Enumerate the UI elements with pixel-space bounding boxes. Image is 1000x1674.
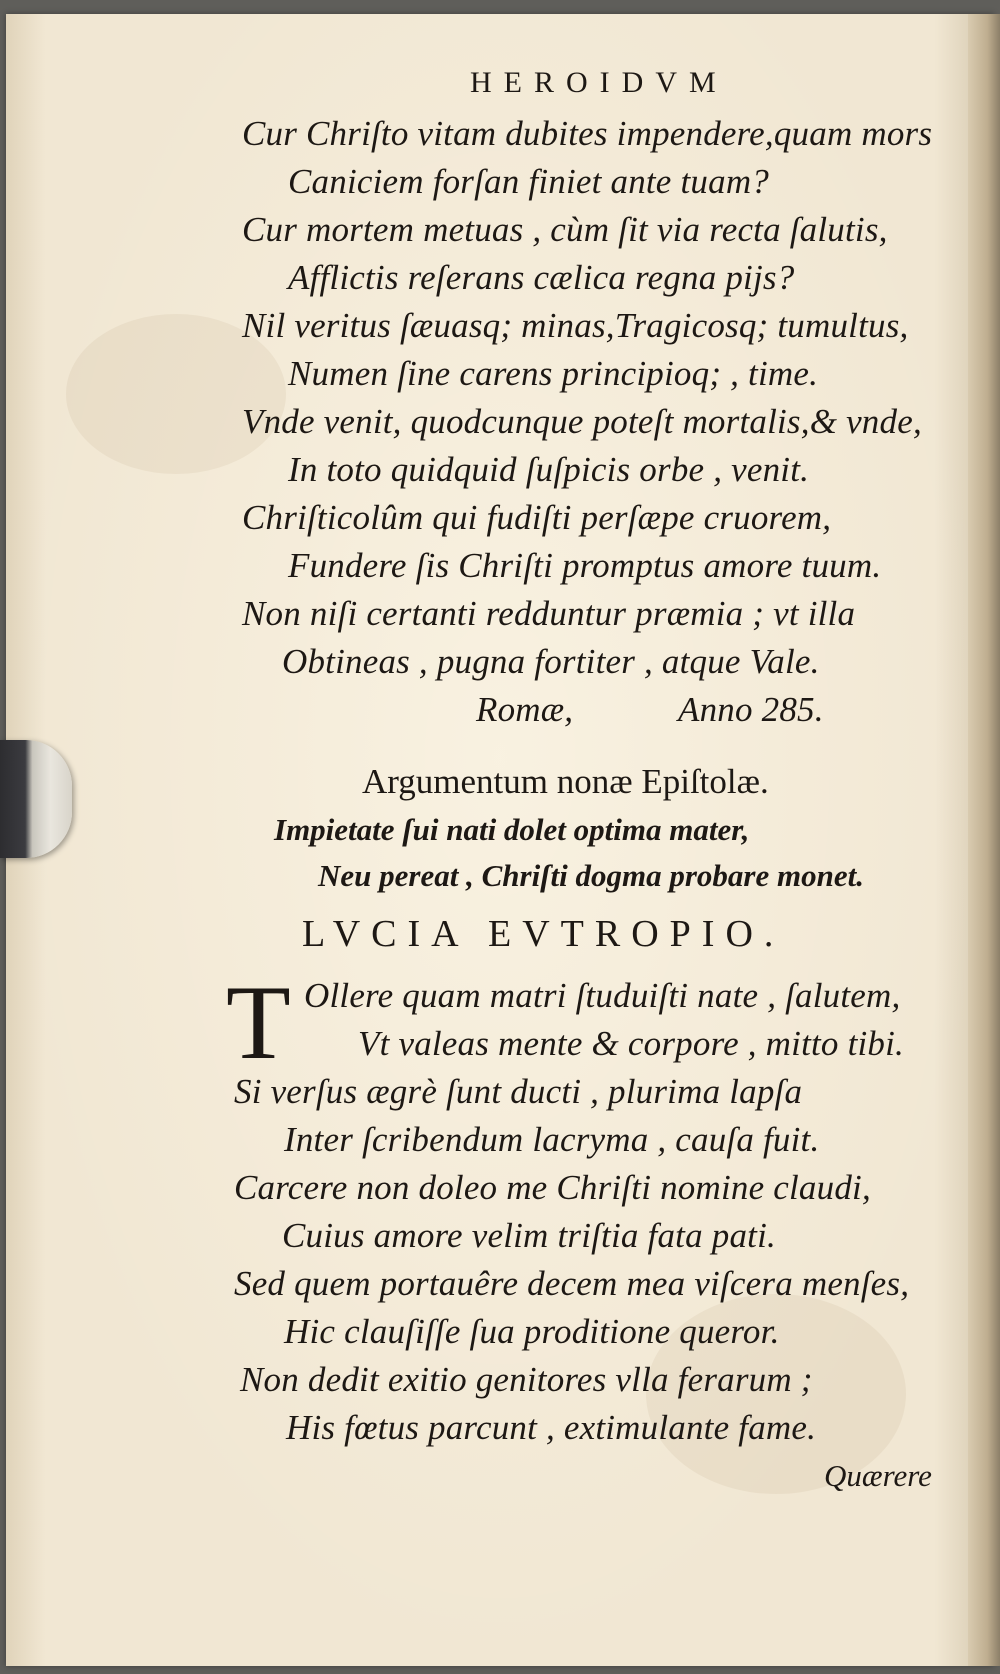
verse-line: Cur mortem metuas , cùm ſit via recta ſalutis,	[242, 210, 888, 249]
verse-line: Fundere ſis Chriſti promptus amore tuum.	[288, 546, 882, 585]
argument-line: Neu pereat , Chriſti dogma probare monet.	[318, 858, 864, 893]
verse-line: Inter ſcribendum lacryma , cauſa fuit.	[284, 1120, 820, 1159]
catchword: Quærere	[824, 1458, 932, 1493]
verse-line: Chriſticolûm qui fudiſti perſæpe cruorem,	[242, 498, 832, 537]
verse-line: Sed quem portauêre decem mea viſcera menſes,	[234, 1264, 910, 1303]
drop-cap: T	[226, 964, 291, 1081]
running-header: HEROIDVM	[470, 66, 728, 99]
argument-line: Impietate ſui nati dolet optima mater,	[274, 812, 750, 847]
verse-line: Non dedit exitio genitores vlla ferarum ;	[240, 1360, 813, 1399]
verse-line: Nil veritus ſæuasq; minas,Tragicosq; tumultus,	[242, 306, 909, 345]
verse-line: In toto quidquid ſuſpicis orbe , venit.	[288, 450, 810, 489]
page-clip	[0, 740, 72, 858]
dateline-year: Anno 285.	[678, 690, 824, 729]
verse-line: Ollere quam matri ſtuduiſti nate , ſalutem,	[304, 976, 901, 1015]
verse-line: Cuius amore velim triſtia fata pati.	[282, 1216, 776, 1255]
verse-line: Vnde venit, quodcunque poteſt mortalis,& vnde,	[242, 402, 922, 441]
verse-line: Cur Chriſto vitam dubites impendere,quam mors	[242, 114, 933, 153]
book-binding-edge	[968, 14, 1000, 1666]
dateline-place: Romæ,	[476, 690, 574, 729]
verse-line: Non niſi certanti redduntur præmia ; vt illa	[242, 594, 856, 633]
verse-line: Obtineas , pugna fortiter , atque Vale.	[282, 642, 820, 681]
verse-line: His fœtus parcunt , extimulante fame.	[286, 1408, 817, 1447]
verse-line: Afflictis reſerans cælica regna pijs?	[288, 258, 795, 297]
verse-line: Si verſus ægrè ſunt ducti , plurima lapſa	[234, 1072, 803, 1111]
verse-line: Vt valeas mente & corpore , mitto tibi.	[358, 1024, 904, 1063]
argument-title: Argumentum nonæ Epiſtolæ.	[362, 762, 769, 801]
verse-line: Numen ſine carens principioq; , time.	[288, 354, 819, 393]
verse-line: Hic clauſiſſe ſua proditione queror.	[284, 1312, 780, 1351]
verse-line: Carcere non doleo me Chriſti nomine claudi,	[234, 1168, 871, 1207]
letter-heading: LVCIA EVTROPIO.	[302, 913, 785, 955]
verse-line: Caniciem forſan finiet ante tuam?	[288, 162, 769, 201]
